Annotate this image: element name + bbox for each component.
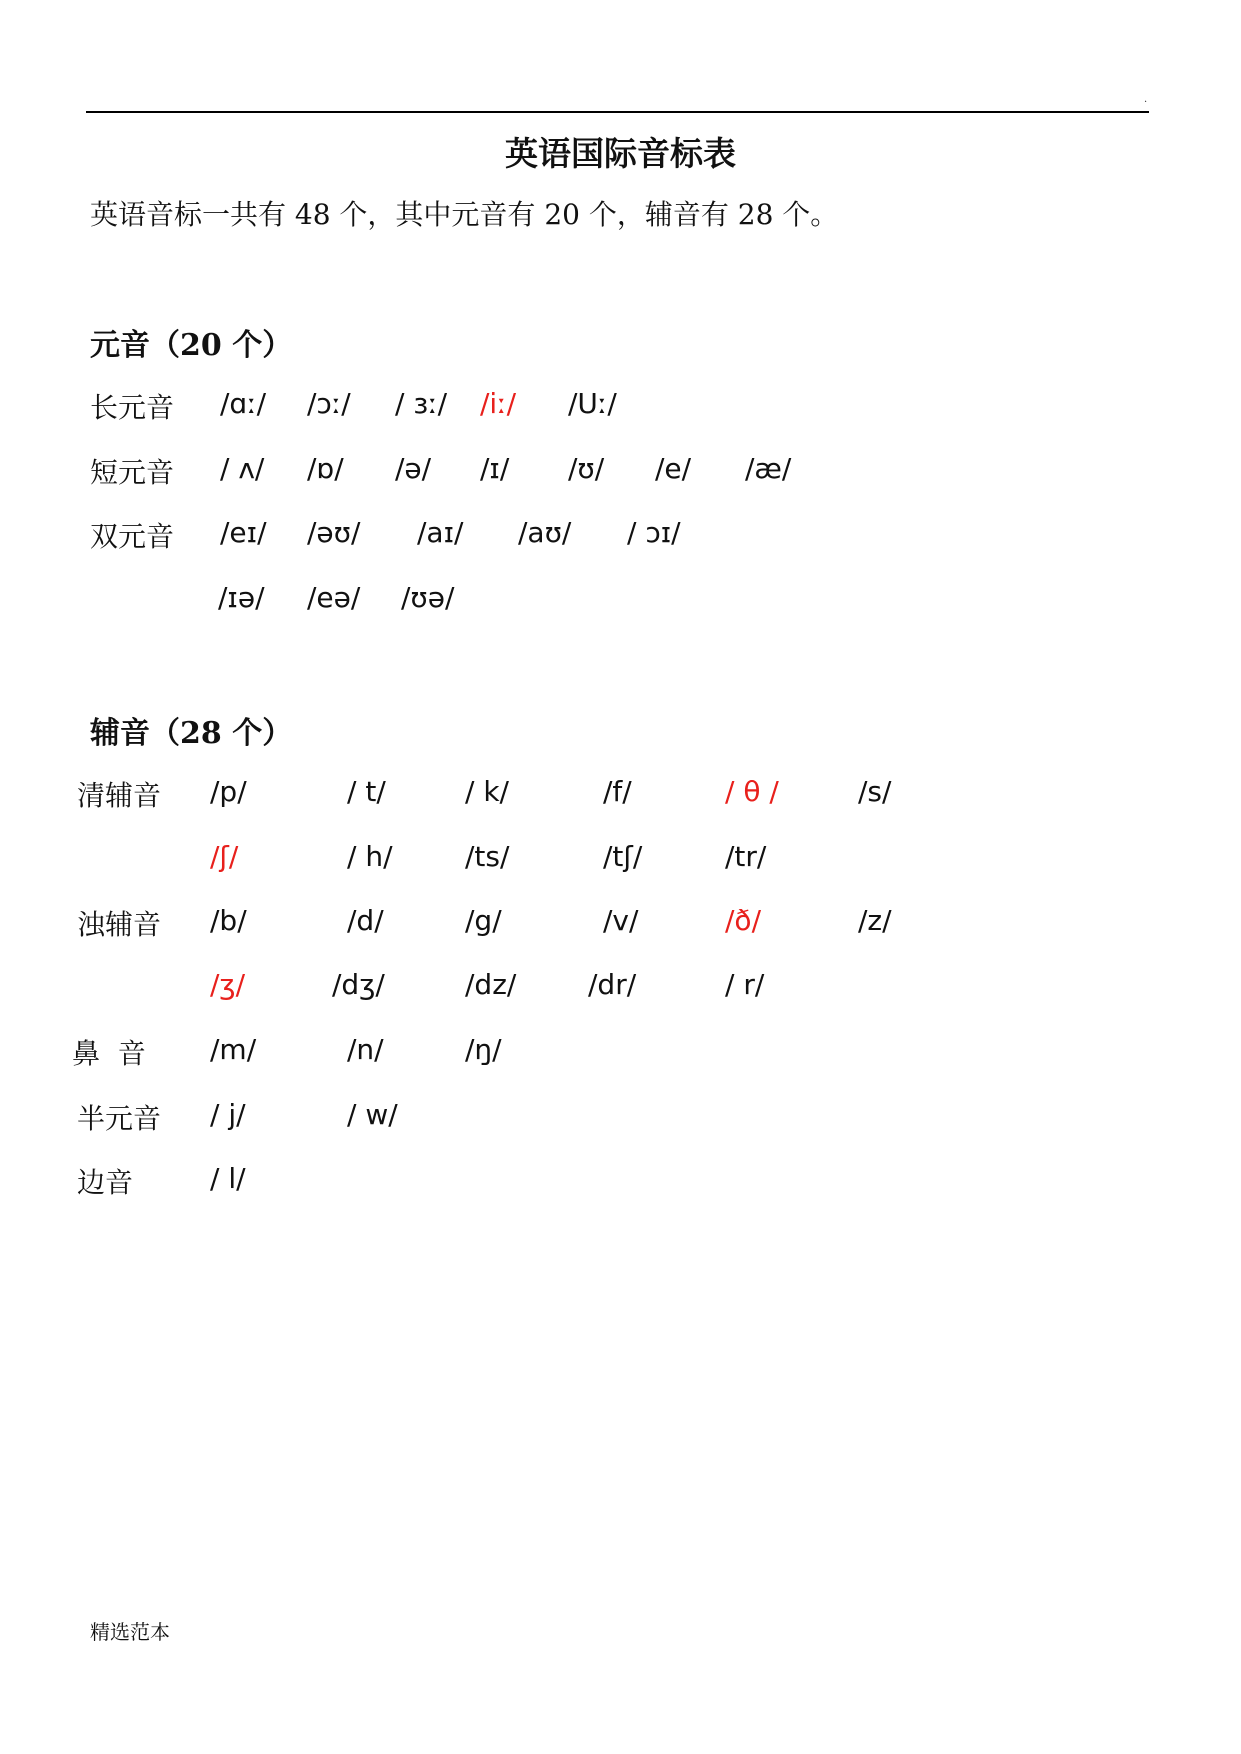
vowel-symbol: /ʊə/	[401, 581, 455, 614]
consonant-symbol: /n/	[347, 1033, 384, 1066]
consonant-symbol: /tr/	[725, 840, 767, 873]
consonant-symbol: /f/	[603, 775, 632, 808]
vowel-symbol: /aɪ/	[417, 516, 464, 549]
consonant-symbol: / t/	[347, 775, 386, 808]
header-dot: .	[1144, 94, 1148, 105]
vowel-symbol: /æ/	[745, 452, 792, 485]
consonant-symbol: /z/	[858, 904, 892, 937]
vowel-symbol: /eɪ/	[220, 516, 267, 549]
footer-text: 精选范本	[90, 1620, 170, 1644]
consonant-symbol-highlighted: / θ /	[725, 775, 779, 808]
consonant-symbol: / l/	[210, 1162, 246, 1195]
consonant-symbol: /tʃ/	[603, 840, 643, 873]
voiced-label: 浊辅音	[77, 908, 162, 941]
consonant-symbol: /dr/	[588, 968, 637, 1001]
vowel-symbol: /əʊ/	[307, 516, 361, 549]
consonants-heading: 辅音（28 个）	[90, 716, 293, 751]
consonant-symbol-highlighted: /ð/	[725, 904, 761, 937]
vowel-symbol: /ɑː/	[220, 387, 267, 420]
vowel-symbol: /e/	[655, 452, 692, 485]
lateral-label: 边音	[77, 1166, 134, 1199]
consonant-symbol: /ts/	[465, 840, 510, 873]
vowels-heading: 元音（20 个）	[90, 328, 293, 363]
consonant-symbol: /dʒ/	[332, 968, 385, 1001]
header-rule	[86, 111, 1149, 113]
consonant-symbol: /ŋ/	[465, 1033, 502, 1066]
semivowel-label: 半元音	[77, 1102, 162, 1135]
consonant-symbol: /m/	[210, 1033, 257, 1066]
vowel-symbol: /aʊ/	[518, 516, 572, 549]
consonant-symbol-highlighted: /ʃ/	[210, 840, 239, 873]
consonant-symbol: /d/	[347, 904, 384, 937]
consonant-symbol: / w/	[347, 1098, 398, 1131]
consonant-symbol: /dz/	[465, 968, 517, 1001]
consonant-symbol: /s/	[858, 775, 892, 808]
vowel-symbol: /eə/	[307, 581, 361, 614]
consonant-symbol: / r/	[725, 968, 765, 1001]
consonant-symbol: /g/	[465, 904, 502, 937]
long-vowels-label: 长元音	[90, 391, 175, 424]
consonant-symbol-highlighted: /ʒ/	[210, 968, 246, 1001]
vowel-symbol: /Uː/	[568, 387, 617, 420]
vowel-symbol: /ɪ/	[480, 452, 510, 485]
page-title: 英语国际音标表	[505, 134, 736, 173]
vowel-symbol: /ɔː/	[307, 387, 351, 420]
intro-text: 英语音标一共有 48 个，其中元音有 20 个，辅音有 28 个。	[90, 198, 839, 231]
consonant-symbol: /b/	[210, 904, 247, 937]
vowel-symbol: /ɪə/	[218, 581, 265, 614]
nasal-label	[72, 1032, 146, 1072]
nasal-label-text: 鼻 音	[72, 1037, 146, 1070]
vowel-symbol: /ə/	[395, 452, 432, 485]
vowel-symbol: /ʊ/	[568, 452, 605, 485]
diphthongs-label: 双元音	[90, 520, 175, 553]
vowel-symbol: / ɜː/	[395, 387, 448, 420]
consonant-symbol: /p/	[210, 775, 247, 808]
consonant-symbol: / k/	[465, 775, 509, 808]
vowel-symbol: / ʌ/	[220, 452, 265, 485]
vowel-symbol: /ɒ/	[307, 452, 344, 485]
consonant-symbol: / h/	[347, 840, 393, 873]
short-vowels-label: 短元音	[90, 456, 175, 489]
consonant-symbol: / j/	[210, 1098, 246, 1131]
consonant-symbol: /v/	[603, 904, 639, 937]
vowel-symbol-highlighted: /iː/	[480, 387, 517, 420]
vowel-symbol: / ɔɪ/	[627, 516, 681, 549]
voiceless-label: 清辅音	[77, 779, 162, 812]
